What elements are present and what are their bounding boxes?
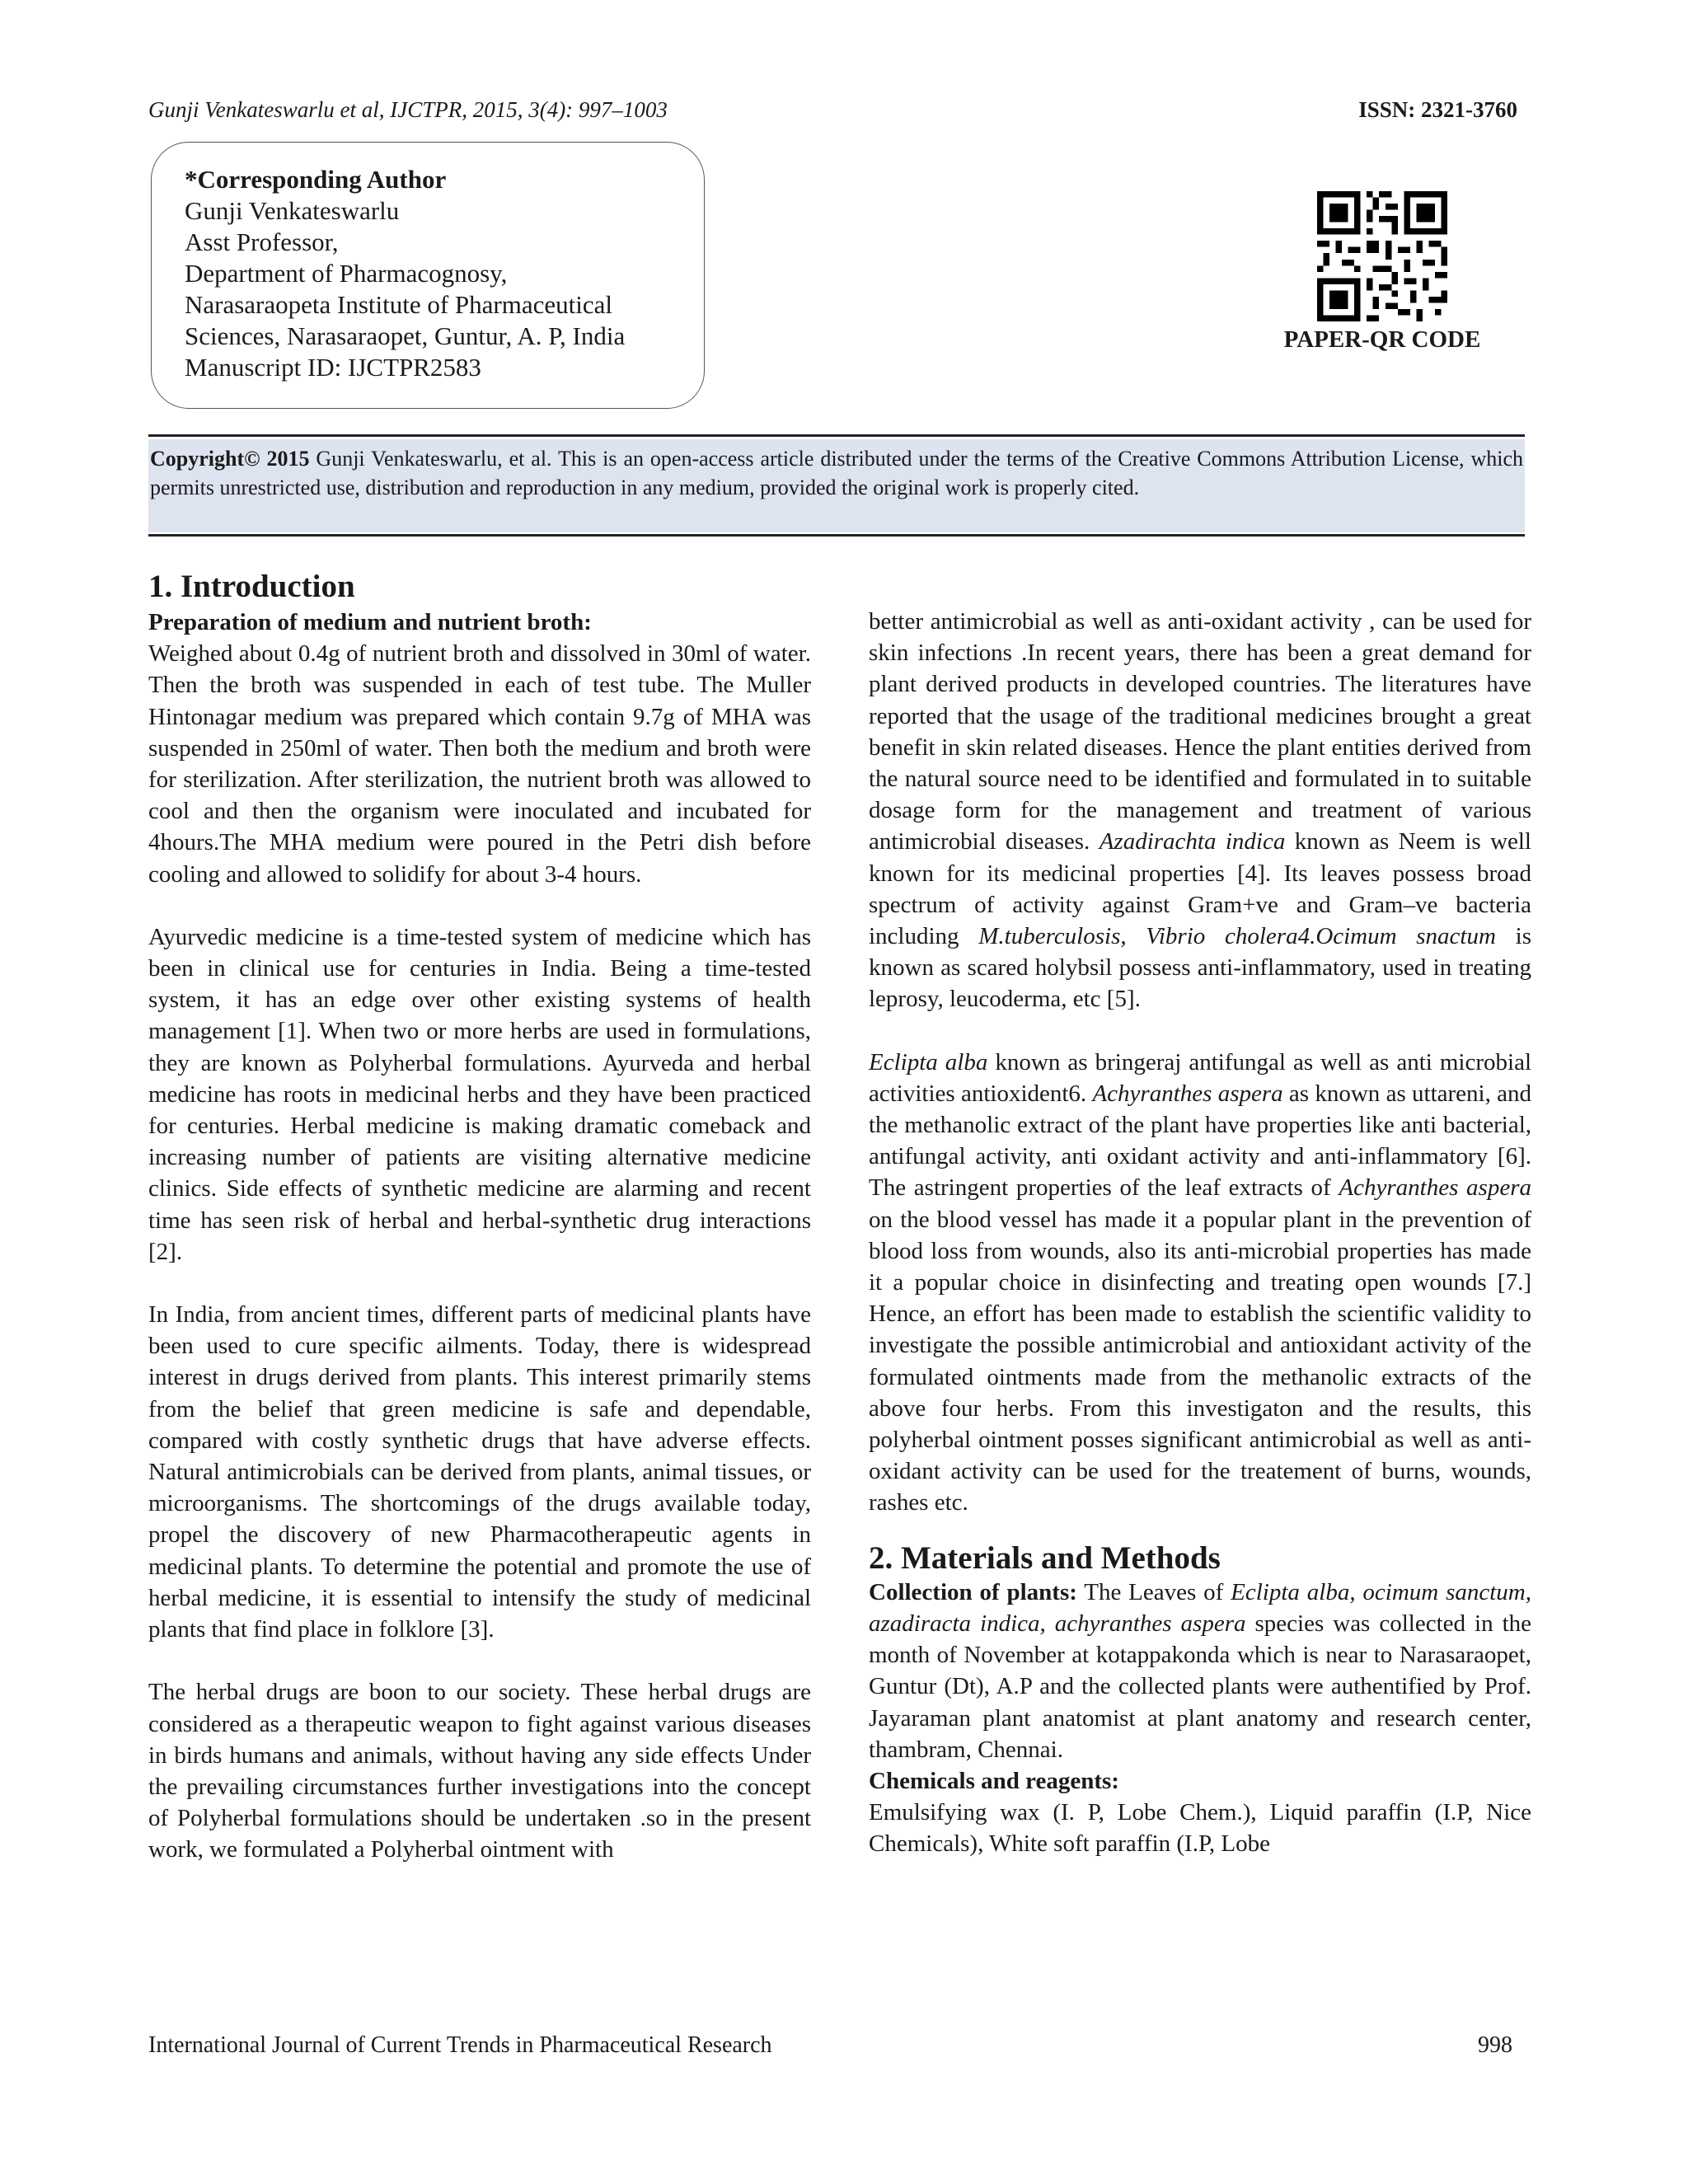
- copyright-text: Gunji Venkateswarlu, et al. This is an open-access article distributed under the terms of the Creative Commons Attribution License, which permits unrestricted use, distribution and reproduction in any medium, provided the original work is properly cited.: [150, 447, 1523, 499]
- author-institute: Narasaraopeta Institute of Pharmaceutical: [185, 290, 613, 319]
- paragraph: [869, 1577, 1531, 1765]
- paragraph: [869, 606, 1531, 1015]
- species-name: M.tuberculosis, Vibrio cholera4.Ocimum snactum: [978, 923, 1496, 950]
- author-department: Department of Pharmacognosy,: [185, 259, 508, 288]
- paragraph: Emulsifying wax (I. P, Lobe Chem.), Liquid paraffin (I.P, Nice Chemicals), White soft paraffin (I.P, Lobe: [869, 1799, 1531, 1858]
- paragraph: The herbal drugs are boon to our society. These herbal drugs are considered as a therapeutic weapon to fight against various diseases in birds humans and animals, without having any side effects Under the prevailing circumstances further investigations into the concept of Polyherbal formulations should be undertaken .so in the present work, we formulated a Polyherbal ointment with: [148, 1679, 811, 1863]
- text-run: species was collected in the month of November at kotappakonda which is near to Narasaraopet, Guntur (Dt), A.P and the collected plants were authentified by Prof. Jayaraman plant anatomist at plant anatomy and research center, thambram, Chennai.: [869, 1610, 1531, 1763]
- text-run: better antimicrobial as well as anti-oxidant activity , can be used for skin infections .In recent years, there has been a great demand for plant derived products in developed countries. The literatures have reported that the usage of the traditional medicines brought a great benefit in skin related diseases. Hence the plant entities derived from the natural source need to be identified and formulated in to suitable dosage form for the management and treatment of various antimicrobial diseases.: [869, 608, 1531, 855]
- species-name: Eclipta alba, ocimum sanctum, azadiracta indica, achyranthes aspera: [869, 1578, 1531, 1637]
- subheading-chemicals: Chemicals and reagents:: [869, 1767, 1119, 1794]
- footer-journal-name: International Journal of Current Trends in Pharmaceutical Research: [148, 2032, 772, 2058]
- text-run: known as bringeraj antifungal as well as anti microbial activities antioxident6.: [869, 1048, 1531, 1107]
- page-number: 998: [1478, 2032, 1512, 2058]
- right-column: [869, 606, 1531, 1860]
- paragraph: In India, from ancient times, different parts of medicinal plants have been used to cure specific ailments. Today, there is widespread interest in drugs derived from plants. This interest primarily stems from the belief that green medicine is safe and dependable, compared with costly synthetic drugs that have adverse effects. Natural antimicrobials can be derived from plants, animal tissues, or microorganisms. The shortcomings of the drugs available today, propel the discovery of new Pharmacotherapeutic agents in medicinal plants. To determine the potential and promote the use of herbal medicine, it is essential to intensify the study of medicinal plants that find place in folklore [3].: [148, 1301, 811, 1643]
- issn: ISSN: 2321-3760: [1358, 97, 1517, 122]
- species-name: Achyranthes aspera: [1092, 1080, 1283, 1107]
- author-box-title: *Corresponding Author: [185, 165, 447, 194]
- text-run: as known as uttareni, and the methanolic extract of the plant have properties like anti bacterial, antifungal activity, anti oxidant activity and anti-inflammatory [6]. The astringent properties of the leaf extracts of: [869, 1080, 1531, 1202]
- corresponding-author-box: [151, 142, 705, 409]
- qr-code-label: PAPER-QR CODE: [1283, 326, 1481, 353]
- manuscript-id: Manuscript ID: IJCTPR2583: [185, 353, 481, 382]
- text-run: on the blood vessel has made it a popular plant in the prevention of blood loss from wounds, also its anti-microbial properties has made it a popular choice in disinfecting and treating open wounds [7.] Hence, an effort has been made to establish the scientific validity to investigate the possible antimicrobial and antioxidant activity of the formulated ointments made from the methanolic extracts of the above four herbs. From this investigaton and the results, this polyherbal ointment posses significant antimicrobial as well as anti-oxidant activity can be used for the treatement of burns, wounds, rashes etc.: [869, 1206, 1531, 1516]
- text-run: is known as scared holybsil possess anti-inflammatory, used in treating leprosy, leucoderma, etc [5].: [869, 923, 1531, 1013]
- species-name: Eclipta alba: [869, 1048, 988, 1076]
- section-title-materials-methods: 2. Materials and Methods: [869, 1540, 1221, 1576]
- subheading-preparation: Preparation of medium and nutrient broth:: [148, 609, 592, 635]
- author-location: Sciences, Narasaraopet, Guntur, A. P, India: [185, 321, 626, 350]
- subheading-collection: Collection of plants:: [869, 1578, 1077, 1605]
- author-position: Asst Professor,: [185, 227, 339, 256]
- qr-code-icon: [1317, 191, 1447, 321]
- divider-bottom: [148, 534, 1525, 537]
- species-name: Achyranthes aspera: [1339, 1174, 1531, 1202]
- section-title-introduction: 1. Introduction: [148, 569, 355, 604]
- divider-top: [148, 434, 1525, 437]
- copyright-lead: Copyright© 2015: [150, 447, 310, 471]
- copyright-notice: [148, 439, 1525, 532]
- running-header-citation: Gunji Venkateswarlu et al, IJCTPR, 2015, 3(4): 997–1003: [148, 97, 668, 122]
- author-name: Gunji Venkateswarlu: [185, 196, 400, 225]
- text-run: The Leaves of: [1076, 1578, 1231, 1605]
- species-name: Azadirachta indica: [1099, 828, 1286, 855]
- text-run: known as Neem is well known for its medicinal properties [4]. Its leaves possess broad spectrum of activity against Gram+ve and Gram–ve bacteria including: [869, 828, 1531, 950]
- paragraph: [869, 1047, 1531, 1519]
- left-column: [148, 569, 811, 1866]
- paragraph: Weighed about 0.4g of nutrient broth and dissolved in 30ml of water. Then the broth was suspended in each of test tube. The Muller Hintonagar medium was prepared which contain 9.7g of MHA was suspended in 250ml of water. Then both the medium and broth were for sterilization. After sterilization, the nutrient broth was allowed to cool and then the organism were inoculated and incubated for 4hours.The MHA medium were poured in the Petri dish before cooling and allowed to solidify for about 3-4 hours.: [148, 640, 811, 888]
- paragraph: Ayurvedic medicine is a time-tested system of medicine which has been in clinical use for centuries in India. Being a time-tested system, it has an edge over other existing systems of health management [1]. When two or more herbs are used in formulations, they are known as Polyherbal formulations. Ayurveda and herbal medicine has roots in medicinal herbs and they have been practiced for centuries. Herbal medicine is making dramatic comeback and increasing number of patients are visiting alternative medicine clinics. Side effects of synthetic medicine are alarming and recent time has seen risk of herbal and herbal-synthetic drug interactions [2].: [148, 923, 811, 1265]
